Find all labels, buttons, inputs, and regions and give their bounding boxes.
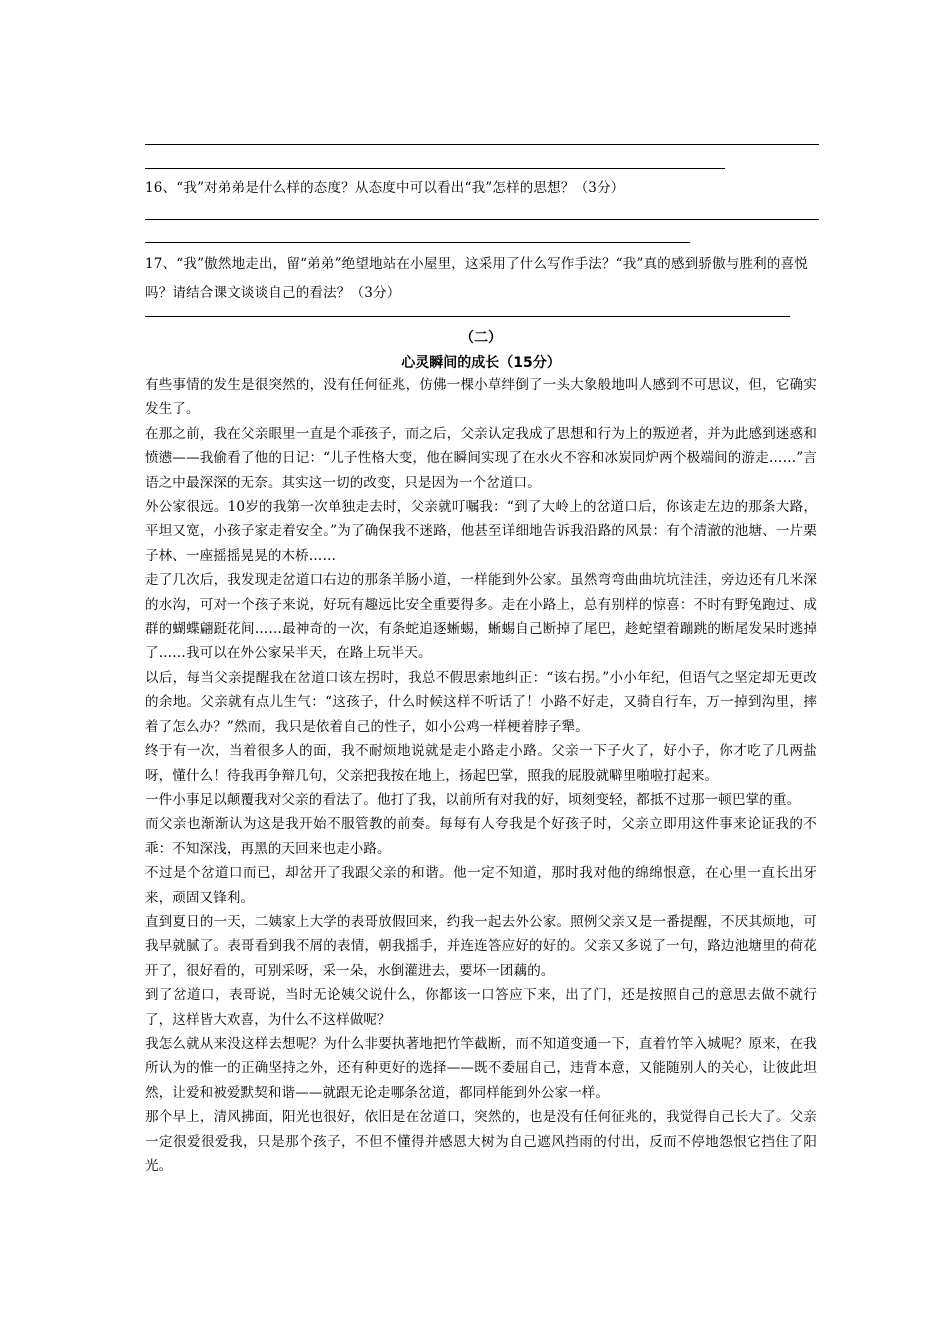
paragraph: 以后，每当父亲提醒我在岔道口该左拐时，我总不假思索地纠正：“该右拐。”小小年纪，但语气之坚定却无更改的余地。父亲就有点儿生气：“这孩子，什么时候这样不听话了！小路不好走，又骑自行车，万一掉到沟里，摔着了怎么办？”然而，我只是依着自己的性子，如小公鸡一样梗着脖子犟。 (145, 669, 817, 735)
article-title: 心灵瞬间的成长（15分） (401, 355, 561, 371)
answer-line (145, 242, 690, 243)
paragraph: 直到夏日的一天，二姨家上大学的表哥放假回来，约我一起去外公家。照例父亲又是一番提醒，不厌其烦地，可我早就腻了。表哥看到我不屑的表情，朝我摇手，并连连答应好的好的。父亲又多说了一句，路边池塘里的荷花开了，很好看的，可别采呀，采一朵，水倒灌进去，要坏一团藕的。 (145, 913, 817, 979)
paragraph: 在那之前，我在父亲眼里一直是个乖孩子，而之后，父亲认定我成了思想和行为上的叛逆者，并为此感到迷惑和愤懑——我偷看了他的日记：“儿子性格大变，他在瞬间实现了在水火不容和冰炭同炉两个极端间的游走……”言语之中最深深的无奈。其实这一切的改变，只是因为一个岔道口。 (145, 425, 817, 491)
section-number: （二） (460, 330, 502, 346)
paragraph: 外公家很远。10岁的我第一次单独走去时，父亲就叮嘱我：“到了大岭上的岔道口后，你该走左边的那条大路，平坦又宽，小孩子家走着安全。”为了确保我不迷路，他甚至详细地告诉我沿路的风景：有个清澈的池塘、一片栗子林、一座摇摇晃晃的木桥…… (145, 499, 817, 564)
paragraph: 我怎么就从来没这样去想呢？为什么非要执著地把竹竿截断，而不知道变通一下，直着竹竿入城呢？原来，在我所认为的惟一的正确坚持之外，还有种更好的选择——既不委屈自己，违背本意，又能随别人的关心，让彼此坦然，让爱和被爱默契和谐——就跟无论走哪条岔道，都同样能到外公家一样。 (145, 1035, 817, 1101)
question-16: 16、“我”对弟弟是什么样的态度？从态度中可以看出“我”怎样的思想？（3分） (145, 180, 625, 196)
paragraph: 一件小事足以颠覆我对父亲的看法了。他打了我，以前所有对我的好，顷刻变轻，都抵不过那一顿巴掌的重。 (145, 791, 801, 808)
paragraph: 那个早上，清风拂面，阳光也很好，依旧是在岔道口，突然的，也是没有任何征兆的，我觉得自己长大了。父亲一定很爱很爱我，只是那个孩子，不但不懂得并感恩大树为自己遮风挡雨的付出，反而不停地怨恨它挡住了阳光。 (145, 1109, 817, 1174)
paragraph: 终于有一次，当着很多人的面，我不耐烦地说就是走小路走小路。父亲一下子火了，好小子，你才吃了几两盐呀，懂什么！待我再争辩几句，父亲把我按在地上，扬起巴掌，照我的屁股就噼里啪啦打起来。 (145, 743, 817, 784)
article-body (145, 373, 817, 1178)
paragraph: 不过是个岔道口而已，却岔开了我跟父亲的和谐。他一定不知道，那时我对他的绵绵恨意，在心里一直长出牙来，顽固又锋利。 (145, 865, 817, 906)
paragraph: 到了岔道口，表哥说，当时无论姨父说什么，你都该一口答应下来，出了门，还是按照自己的意思去做不就行了，这样皆大欢喜，为什么不这样做呢？ (145, 987, 817, 1028)
answer-line (145, 219, 819, 220)
paragraph: 而父亲也渐渐认为这是我开始不服管教的前奏。每每有人夸我是个好孩子时，父亲立即用这件事来论证我的不乖：不知深浅，再黑的天回来也走小路。 (145, 816, 817, 857)
paragraph: 有些事情的发生是很突然的，没有任何征兆，仿佛一棵小草绊倒了一头大象般地叫人感到不可思议，但，它确实发生了。 (145, 377, 817, 418)
answer-line (145, 144, 819, 145)
question-17: 17、“我”傲然地走出，留“弟弟”绝望地站在小屋里，这采用了什么写作手法？“我”真的感到骄傲与胜利的喜悦吗？请结合课文谈谈自己的看法？（3分） (145, 256, 808, 301)
answer-line (145, 316, 790, 317)
answer-line (145, 168, 725, 169)
paragraph: 走了几次后，我发现走岔道口右边的那条羊肠小道，一样能到外公家。虽然弯弯曲曲坑坑洼洼，旁边还有几米深的水沟，可对一个孩子来说，好玩有趣远比安全重要得多。走在小路上，总有别样的惊喜：不时有野兔跑过、成群的蝴蝶翩跹花间……最神奇的一次，有条蛇追逐蜥蜴，蜥蜴自己断掉了尾巴，趁蛇望着蹦跳的断尾发呆时逃掉了……我可以在外公家呆半天，在路上玩半天。 (145, 572, 817, 662)
